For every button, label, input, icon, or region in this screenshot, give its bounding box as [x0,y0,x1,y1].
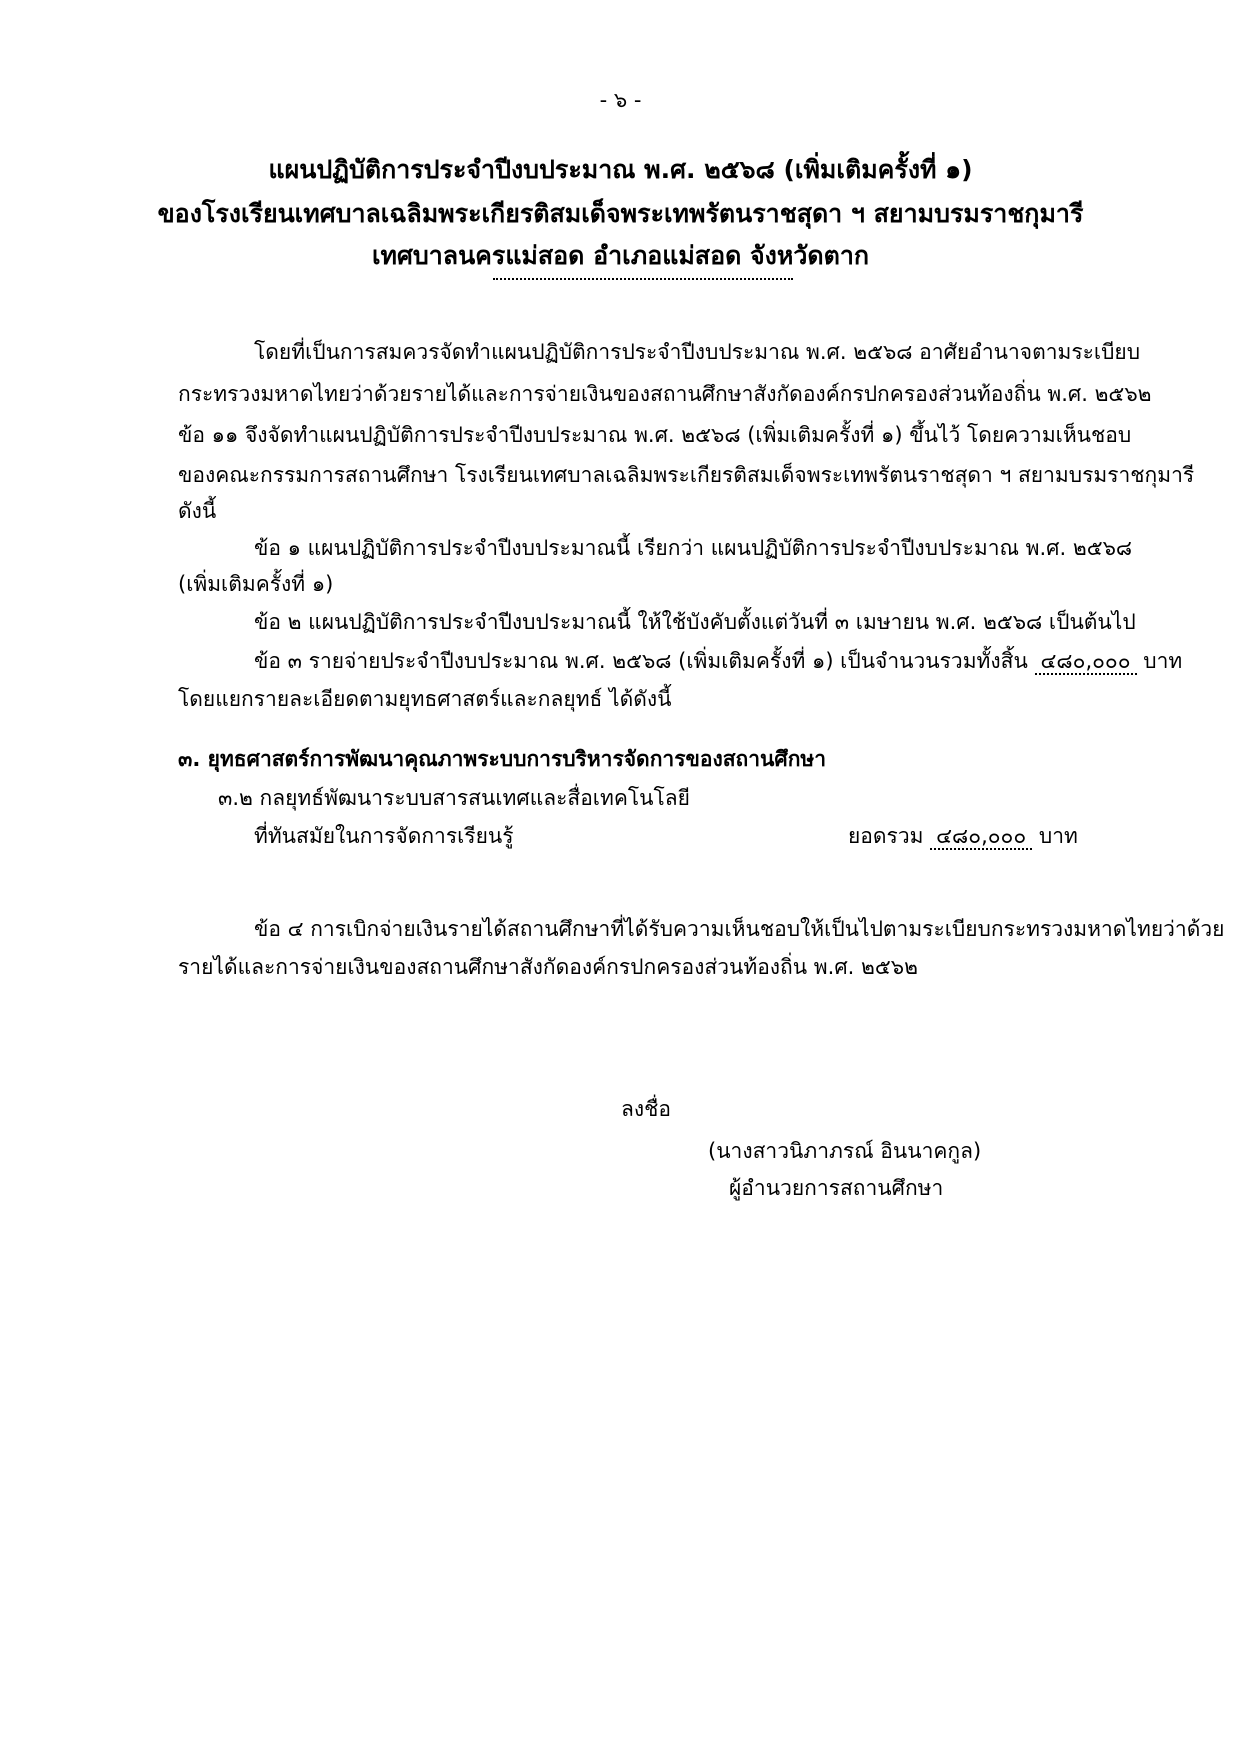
strategy-heading: ๓. ยุทธศาสตร์การพัฒนาคุณภาพระบบการบริหารจัดการของสถานศึกษา [178,747,827,771]
clause-3-line-2: โดยแยกรายละเอียดตามยุทธศาสตร์และกลยุทธ์ ได้ดังนี้ [178,687,672,711]
intro-line-1: โดยที่เป็นการสมควรจัดทำแผนปฏิบัติการประจำปีงบประมาณ พ.ศ. ๒๕๖๘ อาศัยอำนาจตามระเบียบ [254,340,1141,364]
intro-line-4: ของคณะกรรมการสถานศึกษา โรงเรียนเทศบาลเฉลิมพระเกียรติสมเด็จพระเทพรัตนราชสุดา ฯ สยามบรมราชกุมารี [178,463,1195,487]
intro-line-2: กระทรวงมหาดไทยว่าด้วยรายได้และการจ่ายเงินของสถานศึกษาสังกัดองค์กรปกครองส่วนท้องถิ่น พ.ศ. ๒๕๖๒ [178,382,1152,406]
intro-line-5: ดังนี้ [178,499,217,523]
clause-3-unit: บาท [1143,649,1183,673]
signatory-name: (นางสาวนิภาภรณ์ อินนาคกูล) [708,1139,982,1163]
document-title-line-1: แผนปฏิบัติการประจำปีงบประมาณ พ.ศ. ๒๕๖๘ (เพิ่มเติมครั้งที่ ๑) [268,155,973,184]
clause-4-line-1: ข้อ ๔ การเบิกจ่ายเงินรายได้สถานศึกษาที่ได้รับความเห็นชอบให้เป็นไปตามระเบียบกระทรวงมหาดไทยว่าด้วย [254,917,1225,941]
clause-1-line-1: ข้อ ๑ แผนปฏิบัติการประจำปีงบประมาณนี้ เรียกว่า แผนปฏิบัติการประจำปีงบประมาณ พ.ศ. ๒๕๖๘ [254,536,1133,560]
strategy-sub-line-2: ที่ทันสมัยในการจัดการเรียนรู้ [254,824,514,848]
clause-1-line-2: (เพิ่มเติมครั้งที่ ๑) [178,572,334,596]
clause-3-amount: ๔๘๐,๐๐๐ [1035,649,1137,675]
signature-label: ลงชื่อ [621,1097,671,1121]
intro-line-3: ข้อ ๑๑ จึงจัดทำแผนปฏิบัติการประจำปีงบประมาณ พ.ศ. ๒๕๖๘ (เพิ่มเติมครั้งที่ ๑) ขึ้นไว้ โดยความเห็นชอบ [178,423,1132,447]
document-title-line-2: ของโรงเรียนเทศบาลเฉลิมพระเกียรติสมเด็จพระเทพรัตนราชสุดา ฯ สยามบรมราชกุมารี [157,199,1084,228]
clause-4-line-2: รายได้และการจ่ายเงินของสถานศึกษาสังกัดองค์กรปกครองส่วนท้องถิ่น พ.ศ. ๒๕๖๒ [178,955,918,979]
page-number: - ๖ - [599,88,642,112]
clause-3-line-1 [254,645,1182,678]
document-title-line-3: เทศบาลนครแม่สอด อำเภอแม่สอด จังหวัดตาก [371,241,870,270]
clause-3-text: ข้อ ๓ รายจ่ายประจำปีงบประมาณ พ.ศ. ๒๕๖๘ (เพิ่มเติมครั้งที่ ๑) เป็นจำนวนรวมทั้งสิ้น [254,649,1028,673]
total-label: ยอดรวม [848,824,924,848]
clause-2: ข้อ ๒ แผนปฏิบัติการประจำปีงบประมาณนี้ ให้ใช้บังคับตั้งแต่วันที่ ๓ เมษายน พ.ศ. ๒๕๖๘ เป็นต้นไป [254,610,1136,634]
strategy-sub-line-1: ๓.๒ กลยุทธ์พัฒนาระบบสารสนเทศและสื่อเทคโนโลยี [218,786,690,810]
total-unit: บาท [1038,824,1078,848]
signatory-position: ผู้อำนวยการสถานศึกษา [729,1176,944,1200]
title-separator [493,278,793,280]
strategy-total [848,820,1078,853]
total-amount: ๔๘๐,๐๐๐ [930,824,1032,850]
